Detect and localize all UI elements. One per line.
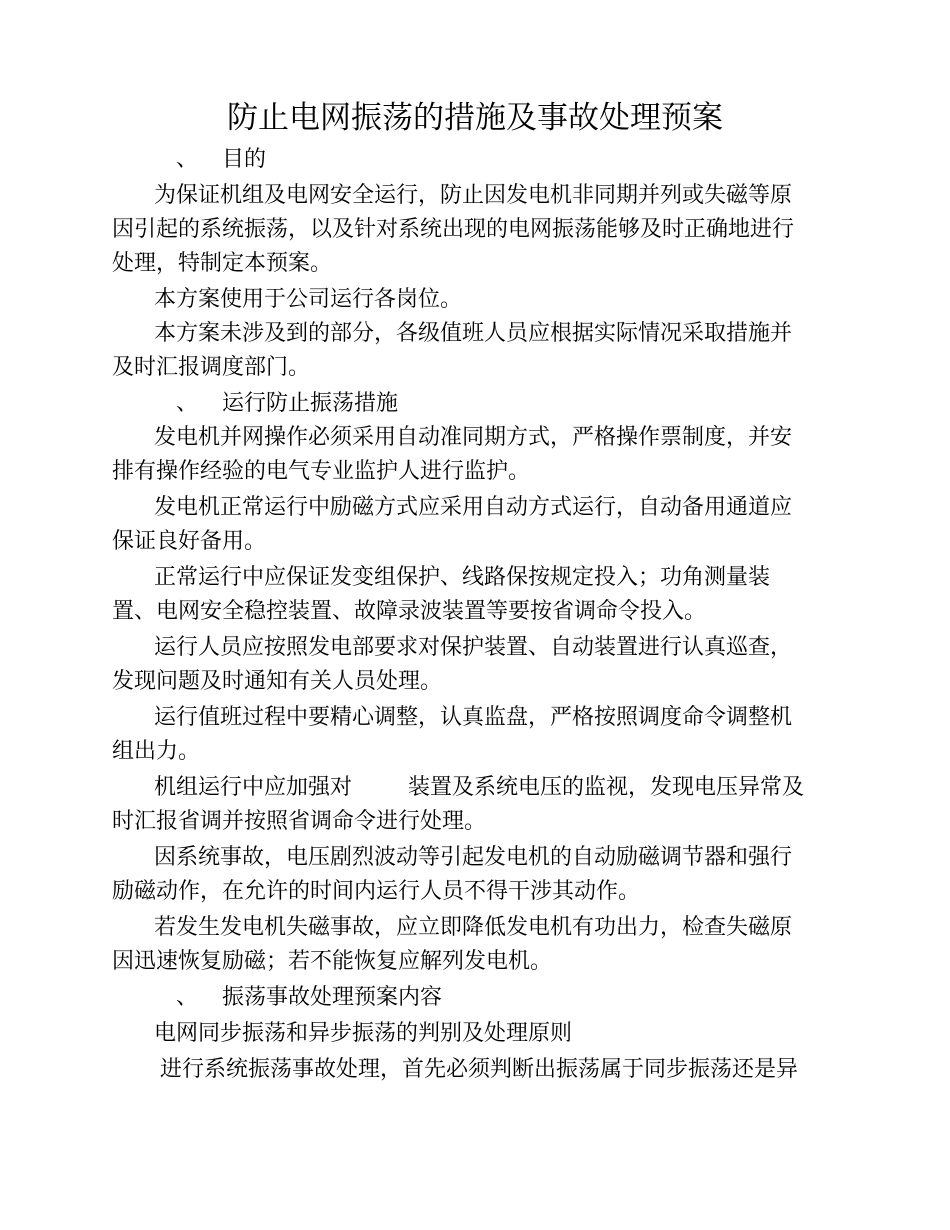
paragraph-line: 运行人员应按照发电部要求对保护装置、自动装置进行认真巡查， <box>154 635 793 660</box>
paragraph-line: 因迅速恢复励磁；若不能恢复应解列发电机。 <box>112 949 553 974</box>
paragraph-line: 时汇报省调并按照省调命令进行处理。 <box>112 809 487 834</box>
section-heading-text: 振荡事故处理预案内容 <box>222 985 443 1010</box>
section-heading-text: 目的 <box>222 147 267 172</box>
paragraph-line: 发电机正常运行中励磁方式应采用自动方式运行，自动备用通道应 <box>154 495 793 520</box>
paragraph-line: 进行系统振荡事故处理，首先必须判断出振荡属于同步振荡还是异 <box>160 1057 799 1082</box>
paragraph-line: 排有操作经验的电气专业监护人进行监护。 <box>112 459 531 484</box>
paragraph-line: 本方案未涉及到的部分，各级值班人员应根据实际情况采取措施并 <box>154 321 793 346</box>
section-marker: 、 <box>176 147 199 172</box>
paragraph-line: 发现问题及时通知有关人员处理。 <box>112 669 443 694</box>
section-heading-text: 运行防止振荡措施 <box>222 391 399 416</box>
paragraph-line: 若发生发电机失磁事故，应立即降低发电机有功出力，检查失磁原 <box>154 915 793 940</box>
paragraph-line: 因引起的系统振荡，以及针对系统出现的电网振荡能够及时正确地进行 <box>112 217 795 242</box>
paragraph-line: 励磁动作，在允许的时间内运行人员不得干涉其动作。 <box>112 879 641 904</box>
paragraph-line: 保证良好备用。 <box>112 529 267 554</box>
paragraph-line: 运行值班过程中要精心调整，认真监盘，严格按照调度命令调整机 <box>154 705 793 730</box>
section-heading-handling <box>176 982 442 1014</box>
paragraph-line: 电网同步振荡和异步振荡的判别及处理原则 <box>154 1021 573 1046</box>
paragraph-line: 因系统事故，电压剧烈波动等引起发电机的自动励磁调节器和强行 <box>154 845 793 870</box>
section-heading-purpose <box>176 144 266 176</box>
paragraph-line: 处理，特制定本预案。 <box>112 251 333 276</box>
section-marker: 、 <box>176 985 199 1010</box>
paragraph-line: 组出力。 <box>112 739 201 764</box>
section-heading-prevention <box>176 388 398 420</box>
section-marker: 、 <box>176 391 199 416</box>
paragraph-line: 本方案使用于公司运行各岗位。 <box>154 287 463 312</box>
paragraph-line: 及时汇报调度部门。 <box>112 355 311 380</box>
paragraph-line: 机组运行中应加强对 <box>154 775 353 800</box>
paragraph-line: 正常运行中应保证发变组保护、线路保按规定投入；功角测量装 <box>154 565 771 590</box>
document-title: 防止电网振荡的措施及事故处理预案 <box>227 100 723 136</box>
paragraph-line: 为保证机组及电网安全运行，防止因发电机非同期并列或失磁等原 <box>154 183 793 208</box>
paragraph-line: 装置及系统电压的监视，发现电压异常及 <box>408 775 805 800</box>
paragraph-line: 发电机并网操作必须采用自动准同期方式，严格操作票制度，并安 <box>154 425 793 450</box>
paragraph-line: 置、电网安全稳控装置、故障录波装置等要按省调命令投入。 <box>112 599 707 624</box>
